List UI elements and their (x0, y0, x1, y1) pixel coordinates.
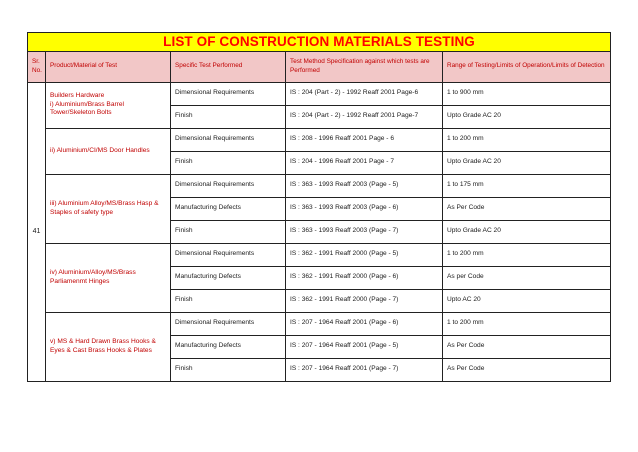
table-row (28, 128, 611, 151)
table-row (28, 312, 611, 335)
method-cell: IS : 363 - 1993 Reaff 2003 (Page - 6) (286, 197, 443, 220)
test-cell: Manufacturing Defects (171, 197, 286, 220)
test-cell: Dimensional Requirements (171, 128, 286, 151)
range-cell: 1 to 900 mm (443, 82, 611, 105)
method-cell: IS : 362 - 1991 Reaff 2000 (Page - 6) (286, 266, 443, 289)
range-cell: 1 to 175 mm (443, 174, 611, 197)
table-row (28, 243, 611, 266)
range-cell: As Per Code (443, 197, 611, 220)
method-cell: IS : 204 (Part - 2) - 1992 Reaff 2001 Page-6 (286, 82, 443, 105)
test-cell: Dimensional Requirements (171, 82, 286, 105)
header-test: Specific Test Performed (171, 51, 286, 82)
method-cell: IS : 207 - 1964 Reaff 2001 (Page - 6) (286, 312, 443, 335)
header-range: Range of Testing/Limits of Operation/Limits of Detection (443, 51, 611, 82)
table-row (28, 82, 611, 105)
method-cell: IS : 208 - 1996 Reaff 2001 Page - 6 (286, 128, 443, 151)
range-cell: Upto AC 20 (443, 289, 611, 312)
method-cell: IS : 363 - 1993 Reaff 2003 (Page - 7) (286, 220, 443, 243)
product-cell: iii) Aluminium Alloy/MS/Brass Hasp & Staples of safety type (46, 174, 171, 243)
test-cell: Finish (171, 289, 286, 312)
range-cell: Upto Grade AC 20 (443, 220, 611, 243)
test-cell: Dimensional Requirements (171, 174, 286, 197)
test-cell: Manufacturing Defects (171, 266, 286, 289)
header-row (28, 51, 611, 82)
method-cell: IS : 204 - 1996 Reaff 2001 Page - 7 (286, 151, 443, 174)
product-cell: iv) Aluminium/Alloy/MS/Brass Parliamenmt Hinges (46, 243, 171, 312)
range-cell: As Per Code (443, 335, 611, 358)
product-cell: ii) Aluminium/CI/MS Door Handles (46, 128, 171, 174)
test-cell: Dimensional Requirements (171, 312, 286, 335)
product-cell: v) MS & Hard Drawn Brass Hooks & Eyes & Cast Brass Hooks & Plates (46, 312, 171, 381)
table-row (28, 174, 611, 197)
test-cell: Finish (171, 220, 286, 243)
range-cell: As per Code (443, 266, 611, 289)
range-cell: 1 to 200 mm (443, 243, 611, 266)
header-product: Product/Material of Test (46, 51, 171, 82)
range-cell: 1 to 200 mm (443, 128, 611, 151)
testing-sheet (27, 32, 610, 382)
header-sr: Sr. No. (28, 51, 46, 82)
test-cell: Finish (171, 105, 286, 128)
method-cell: IS : 207 - 1964 Reaff 2001 (Page - 7) (286, 358, 443, 381)
method-cell: IS : 204 (Part - 2) - 1992 Reaff 2001 Page-7 (286, 105, 443, 128)
method-cell: IS : 362 - 1991 Reaff 2000 (Page - 7) (286, 289, 443, 312)
test-cell: Finish (171, 151, 286, 174)
materials-table (27, 32, 611, 382)
product-cell: Builders Hardware i) Aluminium/Brass Barrel Tower/Skeleton Bolts (46, 82, 171, 128)
range-cell: Upto Grade AC 20 (443, 151, 611, 174)
range-cell: As Per Code (443, 358, 611, 381)
method-cell: IS : 362 - 1991 Reaff 2000 (Page - 5) (286, 243, 443, 266)
method-cell: IS : 207 - 1964 Reaff 2001 (Page - 5) (286, 335, 443, 358)
test-cell: Finish (171, 358, 286, 381)
test-cell: Manufacturing Defects (171, 335, 286, 358)
sr-number: 41 (28, 82, 46, 381)
header-method: Test Method Specification against which tests are Performed (286, 51, 443, 82)
page-title: LIST OF CONSTRUCTION MATERIALS TESTING (28, 33, 611, 52)
range-cell: 1 to 200 mm (443, 312, 611, 335)
method-cell: IS : 363 - 1993 Reaff 2003 (Page - 5) (286, 174, 443, 197)
range-cell: Upto Grade AC 20 (443, 105, 611, 128)
test-cell: Dimensional Requirements (171, 243, 286, 266)
